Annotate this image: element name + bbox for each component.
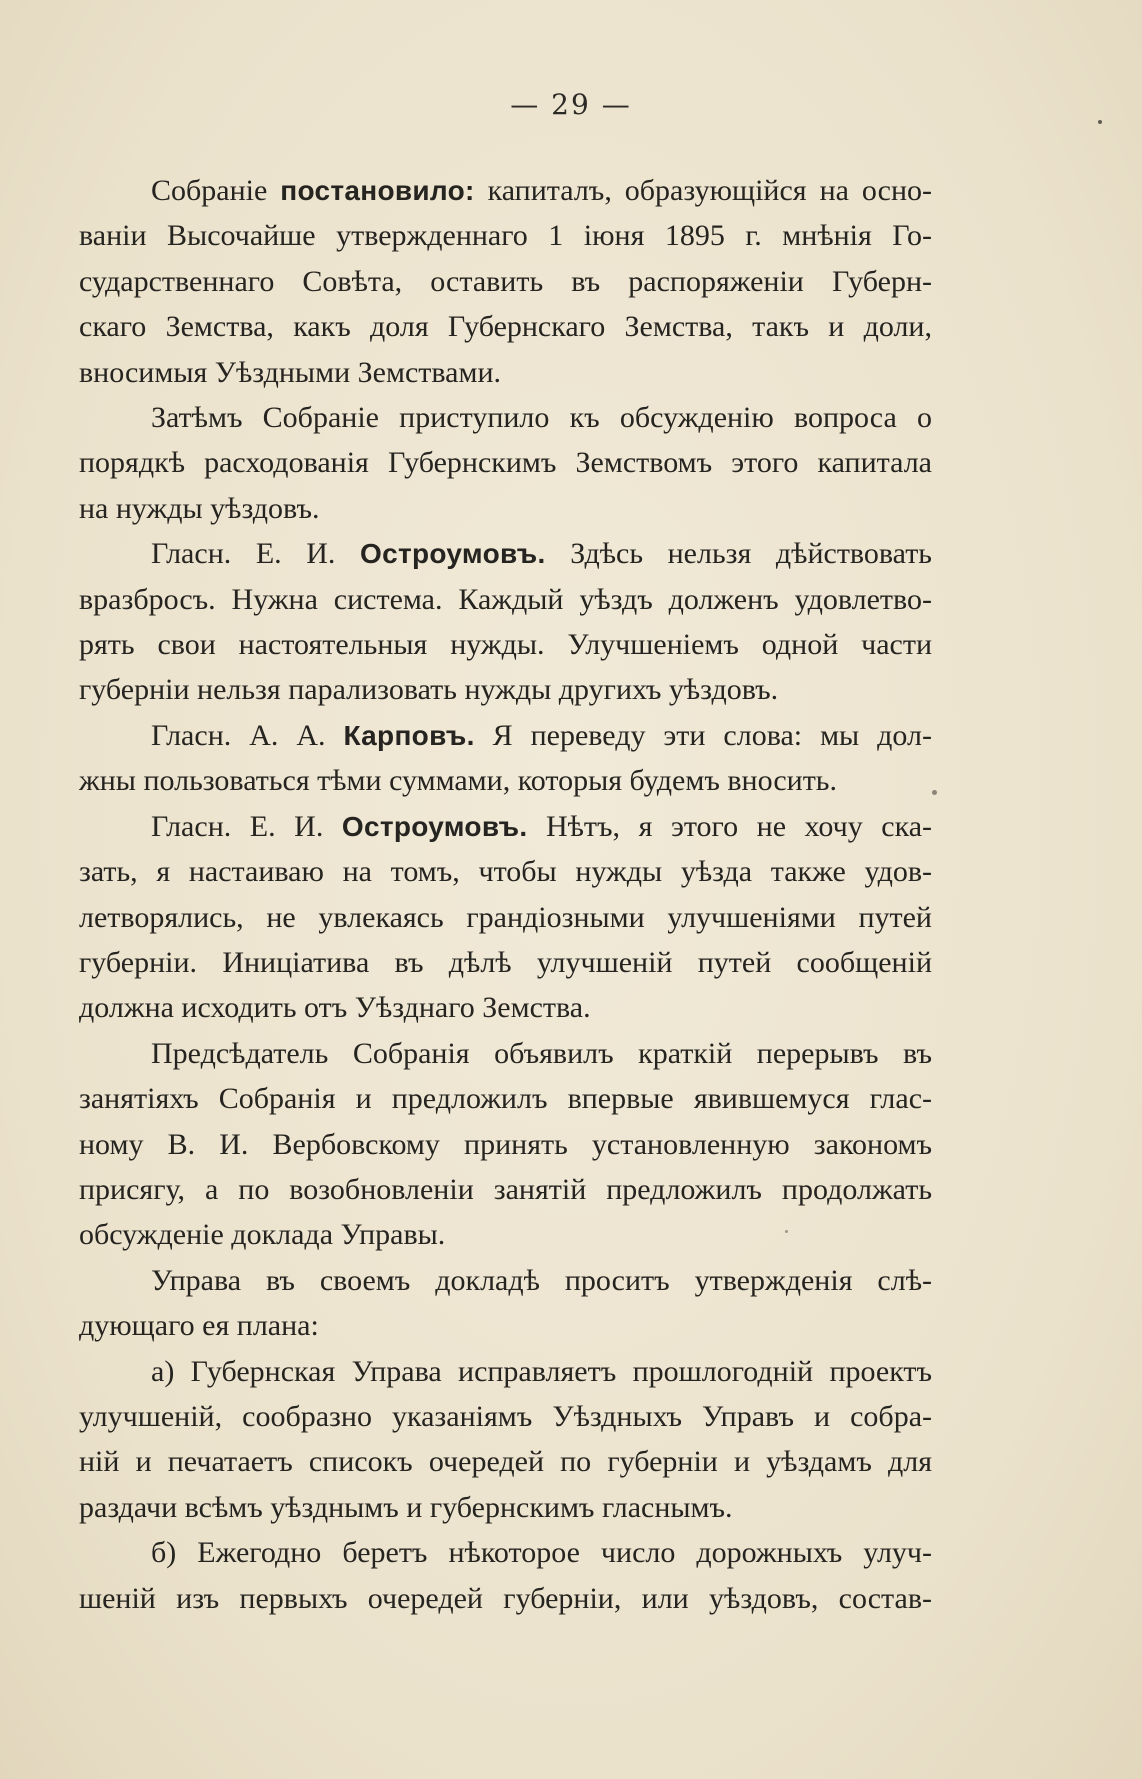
text-line	[79, 1258, 932, 1303]
paragraph	[79, 1258, 932, 1349]
text-line	[79, 1031, 932, 1076]
text-line	[79, 985, 932, 1030]
paragraph	[79, 1031, 932, 1258]
text-line	[79, 304, 932, 349]
text-line	[79, 1303, 932, 1348]
text-run: вразбросъ. Нужна система. Каждый уѣздъ долженъ удовлетво-	[79, 582, 932, 616]
text-line	[79, 531, 932, 576]
text-line	[79, 213, 932, 258]
text-run: капиталъ, образующійся на осно-	[474, 174, 933, 207]
text-run: Собраніе	[151, 174, 281, 207]
text-line	[79, 713, 932, 758]
paragraph	[79, 168, 932, 395]
scan-speck	[932, 790, 937, 795]
text-run: а) Губернская Управа исправляетъ прошлогодній проектъ	[151, 1354, 932, 1388]
text-line	[79, 622, 932, 667]
text-line	[79, 667, 932, 712]
text-run: Здѣсь нельзя дѣйствовать	[545, 537, 932, 571]
text-line	[79, 758, 932, 803]
text-run: обсужденіе доклада Управы.	[79, 1218, 446, 1252]
text-line	[79, 350, 932, 395]
text-line	[79, 1485, 932, 1530]
text-run: Гласн. А. А.	[151, 718, 344, 752]
text-line	[79, 1394, 932, 1439]
text-run: жны пользоваться тѣми суммами, которыя будемъ вносить.	[79, 764, 837, 798]
text-run: ваніи Высочайше утвержденнаго 1 іюня 1895 г. мнѣнія Го-	[79, 219, 932, 253]
text-line	[79, 1122, 932, 1167]
text-run: вносимыя Уѣздными Земствами.	[79, 355, 502, 389]
text-run: б) Ежегодно беретъ нѣкоторое число дорожныхъ улуч-	[151, 1536, 932, 1570]
text-line	[79, 1439, 932, 1484]
paragraph	[79, 1349, 932, 1531]
text-line	[79, 1576, 932, 1621]
scan-speck	[1098, 120, 1102, 124]
text-run: рять свои настоятельныя нужды. Улучшеніемъ одной части	[79, 628, 932, 662]
paragraph	[79, 395, 932, 531]
scan-speck	[785, 1230, 788, 1233]
text-line	[79, 895, 932, 940]
text-run: губерніи. Иниціатива въ дѣлѣ улучшеній путей сообщеній	[79, 945, 932, 979]
text-line	[79, 849, 932, 894]
text-run: сударственнаго Совѣта, оставить въ распоряженіи Губерн-	[79, 264, 932, 298]
text-run: летворялись, не увлекаясь грандіозными улучшеніями путей	[79, 900, 932, 934]
text-line	[79, 577, 932, 622]
text-line	[79, 1530, 932, 1575]
paragraph	[79, 531, 932, 713]
text-run: зать, я настаиваю на томъ, чтобы нужды уѣзда также удов-	[79, 855, 932, 889]
text-run: порядкѣ расходованія Губернскимъ Земствомъ этого капитала	[79, 446, 932, 480]
speaker-name: Остроумовъ.	[341, 810, 528, 842]
text-run: Нѣтъ, я этого не хочу ска-	[527, 809, 933, 843]
text-run: ному В. И. Вербовскому принять установленную закономъ	[79, 1127, 932, 1161]
text-run: должна исходить отъ Уѣзднаго Земства.	[79, 991, 591, 1025]
body-text	[79, 168, 932, 1621]
text-run: Затѣмъ Собраніе приступило къ обсужденію вопроса о	[151, 401, 932, 435]
text-line	[79, 1076, 932, 1121]
paragraph	[79, 804, 932, 1031]
text-run: Я переведу эти слова: мы дол-	[474, 718, 933, 752]
speaker-name: постановило:	[280, 175, 475, 206]
text-run: на нужды уѣздовъ.	[79, 491, 320, 525]
text-run: присягу, а по возобновленіи занятій предложилъ продолжать	[79, 1172, 932, 1206]
text-line	[79, 486, 932, 531]
text-run: раздачи всѣмъ уѣзднымъ и губернскимъ гласнымъ.	[79, 1490, 733, 1524]
text-line	[79, 940, 932, 985]
text-run: дующаго ея плана:	[79, 1309, 319, 1343]
text-run: улучшеній, сообразно указаніямъ Уѣздныхъ Управъ и собра-	[79, 1399, 932, 1433]
text-run: шеній изъ первыхъ очередей губерніи, или уѣздовъ, состав-	[79, 1581, 932, 1615]
text-run: Управа въ своемъ докладѣ проситъ утвержденія слѣ-	[151, 1263, 932, 1297]
text-run: Предсѣдатель Собранія объявилъ краткій перерывъ въ	[151, 1036, 932, 1070]
text-line	[79, 804, 932, 849]
text-line	[79, 440, 932, 485]
text-run: ній и печатаетъ списокъ очередей по губерніи и уѣздамъ для	[79, 1445, 932, 1479]
page-number: — 29 —	[510, 88, 632, 121]
text-run: Гласн. Е. И.	[151, 537, 361, 571]
text-line	[79, 1167, 932, 1212]
speaker-name: Остроумовъ.	[360, 538, 546, 570]
text-line	[79, 168, 932, 213]
speaker-name: Карповъ.	[343, 719, 475, 751]
text-line	[79, 1212, 932, 1257]
paragraph	[79, 713, 932, 804]
text-line	[79, 1349, 932, 1394]
text-run: занятіяхъ Собранія и предложилъ впервые явившемуся глас-	[79, 1082, 932, 1116]
text-run: Гласн. Е. И.	[151, 809, 342, 843]
text-line	[79, 395, 932, 440]
text-run: скаго Земства, какъ доля Губернскаго Земства, такъ и доли,	[79, 310, 932, 344]
paragraph	[79, 1530, 932, 1621]
text-line	[79, 259, 932, 304]
text-run: губерніи нельзя парализовать нужды другихъ уѣздовъ.	[79, 673, 779, 707]
